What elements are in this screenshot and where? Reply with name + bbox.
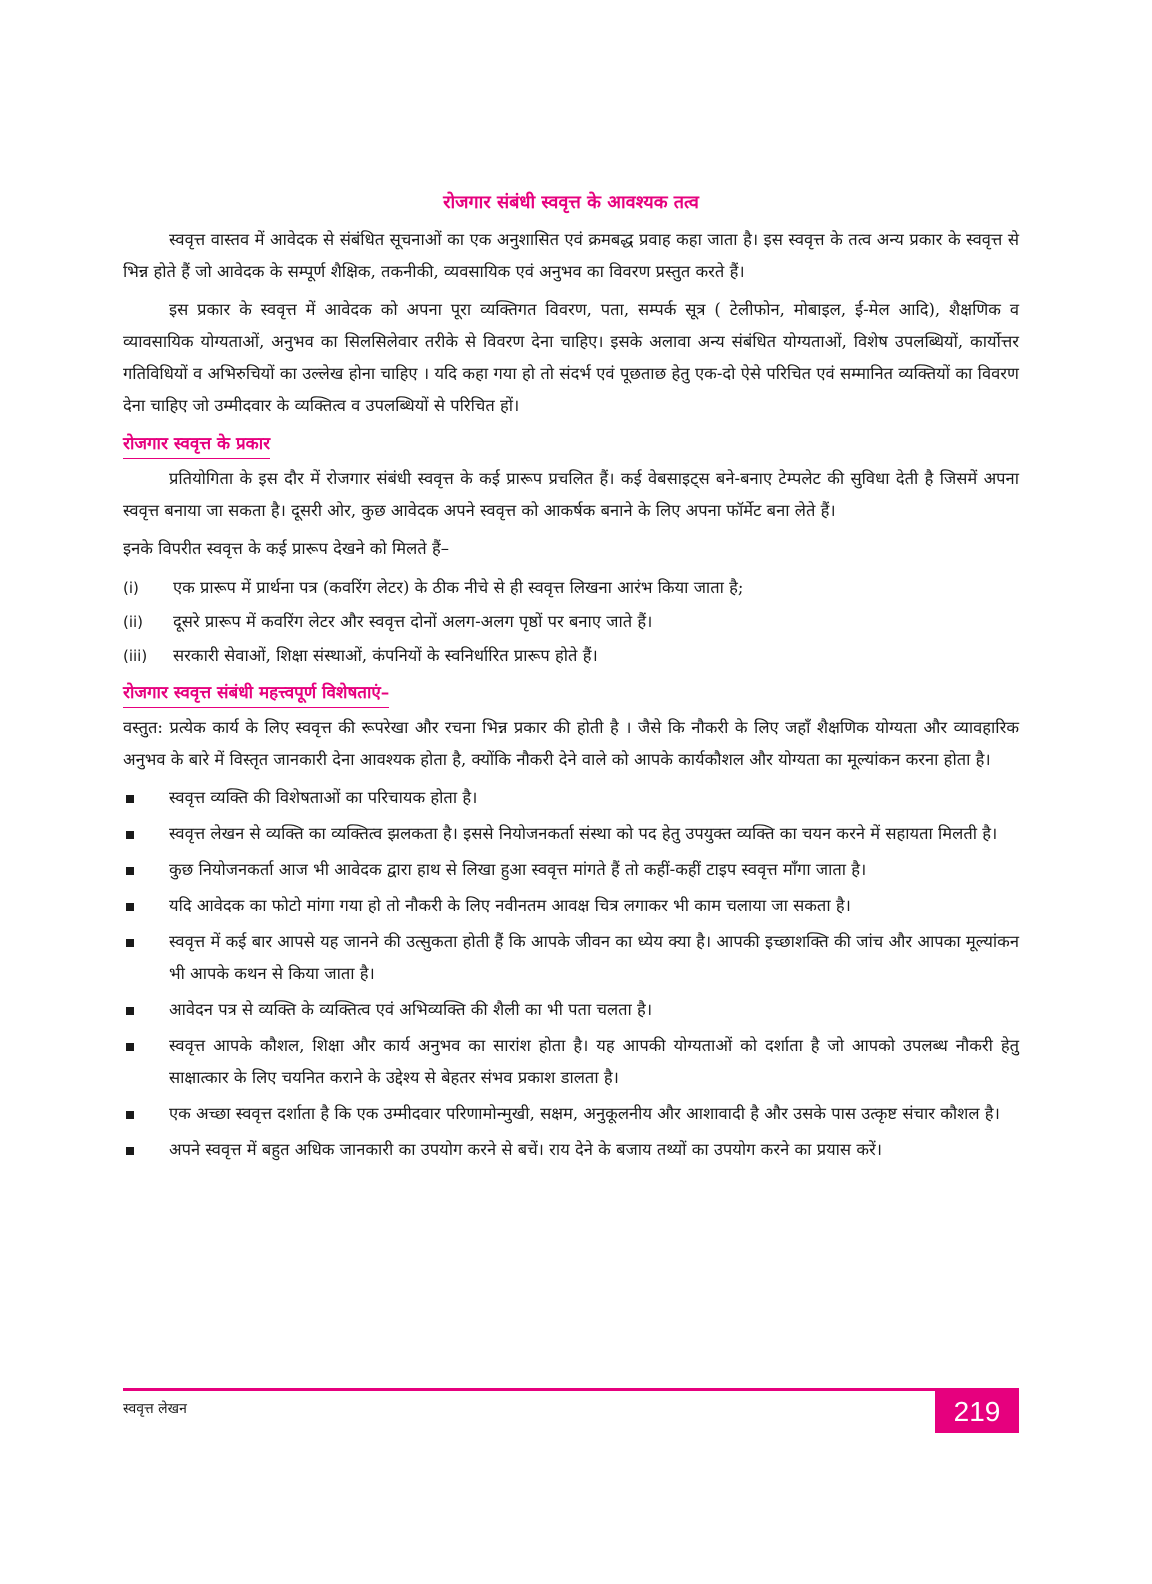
bullet-item (123, 782, 1019, 814)
footer-chapter-label: स्ववृत्त लेखन (123, 1401, 187, 1417)
list-item-text: एक प्रारूप में प्रार्थना पत्र (कवरिंग लेटर) के ठीक नीचे से ही स्ववृत्त लिखना आरंभ किया जाता है; (173, 578, 744, 597)
square-bullet-icon (123, 926, 169, 990)
intro-paragraph-1: स्ववृत्त वास्तव में आवेदक से संबंधित सूचनाओं का एक अनुशासित एवं क्रमबद्ध प्रवाह कहा जाता है। इस स्ववृत्त के तत्व अन्य प्रकार के स्ववृत्त से भिन्न होते हैं जो आवेदक के सम्पूर्ण शैक्षिक, तकनीकी, व्यवसायिक एवं अनुभव का विवरण प्रस्तुत करते हैं। (123, 230, 1019, 281)
bullet-text: स्ववृत्त लेखन से व्यक्ति का व्यक्तित्व झलकता है। इससे नियोजनकर्ता संस्था को पद हेतु उपयुक्त व्यक्ति का चयन करने में सहायता मिलती है। (169, 824, 998, 843)
bullet-item (123, 818, 1019, 850)
list-item (123, 605, 1019, 639)
bullet-item (123, 1134, 1019, 1166)
bullet-item (123, 1098, 1019, 1130)
bullet-text: अपने स्ववृत्त में बहुत अधिक जानकारी का उपयोग करने से बचें। राय देने के बजाय तथ्यों का उपयोग करने का प्रयास करें। (169, 1140, 883, 1159)
bullet-item (123, 994, 1019, 1026)
square-bullet-icon (123, 1030, 169, 1094)
bullet-item (123, 1030, 1019, 1094)
bullet-text: स्ववृत्त में कई बार आपसे यह जानने की उत्सुकता होती हैं कि आपके जीवन का ध्येय क्या है। आपकी इच्छाशक्ति की जांच और आपका मूल्यांकन भी आपके कथन से किया जाता है। (169, 932, 1019, 983)
page-content (123, 190, 1019, 1170)
bullet-text: स्ववृत्त व्यक्ति की विशेषताओं का परिचायक होता है। (169, 788, 478, 807)
square-bullet-icon (123, 890, 169, 922)
features-section-heading: रोजगार स्ववृत्त संबंधी महत्त्वपूर्ण विशेषताएं– (123, 679, 389, 708)
square-bullet-icon (123, 994, 169, 1026)
list-item (123, 639, 1019, 673)
types-section-heading: रोजगार स्ववृत्त के प्रकार (123, 430, 270, 459)
types-paragraph: प्रतियोगिता के इस दौर में रोजगार संबंधी स्ववृत्त के कई प्रारूप प्रचलित हैं। कई वेबसाइट्स बने-बनाए टेम्पलेट की सुविधा देती है जिसमें अपना स्ववृत्त बनाया जा सकता है। दूसरी ओर, कुछ आवेदक अपने स्ववृत्त को आकर्षक बनाने के लिए अपना फॉर्मेट बना लेते हैं। (123, 469, 1019, 520)
bullet-text: स्ववृत्त आपके कौशल, शिक्षा और कार्य अनुभव का सारांश होता है। यह आपकी योग्यताओं को दर्शाता है जो आपको उपलब्ध नौकरी हेतु साक्षात्कार के लिए चयनित कराने के उद्देश्य से बेहतर संभव प्रकाश डालता है। (169, 1036, 1019, 1087)
types-list (123, 571, 1019, 673)
bullet-text: कुछ नियोजनकर्ता आज भी आवेदक द्वारा हाथ से लिखा हुआ स्ववृत्त मांगते हैं तो कहीं-कहीं टाइप स्ववृत्त माँगा जाता है। (169, 860, 867, 879)
features-paragraph: वस्तुत: प्रत्येक कार्य के लिए स्ववृत्त की रूपरेखा और रचना भिन्न प्रकार की होती है । जैसे कि नौकरी के लिए जहाँ शैक्षणिक योग्यता और व्यावहारिक अनुभव के बारे में विस्तृत जानकारी देना आवश्यक होता है, क्योंकि नौकरी देने वाले को आपके कार्यकौशल और योग्यता का मूल्यांकन करना होता है। (123, 718, 1019, 769)
bullet-item (123, 926, 1019, 990)
bullet-item (123, 854, 1019, 886)
list-item-text: सरकारी सेवाओं, शिक्षा संस्थाओं, कंपनियों के स्वनिर्धारित प्रारूप होते हैं। (173, 646, 598, 665)
list-item-text: दूसरे प्रारूप में कवरिंग लेटर और स्ववृत्त दोनों अलग-अलग पृष्ठों पर बनाए जाते हैं। (173, 612, 653, 631)
footer-divider (123, 1388, 1019, 1391)
page-number-badge: 219 (935, 1391, 1019, 1433)
square-bullet-icon (123, 1134, 169, 1166)
square-bullet-icon (123, 782, 169, 814)
list-item-number: (iii) (123, 647, 148, 665)
square-bullet-icon (123, 1098, 169, 1130)
list-item-number: (i) (123, 579, 139, 597)
types-list-intro: इनके विपरीत स्ववृत्त के कई प्रारूप देखने को मिलते हैं– (123, 539, 449, 558)
bullet-item (123, 890, 1019, 922)
page-title: रोजगार संबंधी स्ववृत्त के आवश्यक तत्व (443, 192, 699, 213)
features-bullet-list (123, 782, 1019, 1166)
bullet-text: यदि आवेदक का फोटो मांगा गया हो तो नौकरी के लिए नवीनतम आवक्ष चित्र लगाकर भी काम चलाया जा सकता है। (169, 896, 851, 915)
square-bullet-icon (123, 854, 169, 886)
square-bullet-icon (123, 818, 169, 850)
bullet-text: एक अच्छा स्ववृत्त दर्शाता है कि एक उम्मीदवार परिणामोन्मुखी, सक्षम, अनुकूलनीय और आशावादी है और उसके पास उत्कृष्ट संचार कौशल है। (169, 1104, 1000, 1123)
bullet-text: आवेदन पत्र से व्यक्ति के व्यक्तित्व एवं अभिव्यक्ति की शैली का भी पता चलता है। (169, 1000, 653, 1019)
intro-paragraph-2: इस प्रकार के स्ववृत्त में आवेदक को अपना पूरा व्यक्तिगत विवरण, पता, सम्पर्क सूत्र ( टेलीफोन, मोबाइल, ई-मेल आदि), शैक्षणिक व व्यावसायिक योग्यताओं, अनुभव का सिलसिलेवार तरीके से विवरण देना चाहिए। इसके अलावा अन्य संबंधित योग्यताओं, विशेष उपलब्धियों, कार्योत्तर गतिविधियों व अभिरुचियों का उल्लेख होना चाहिए । यदि कहा गया हो तो संदर्भ एवं पूछताछ हेतु एक-दो ऐसे परिचित एवं सम्मानित व्यक्तियों का विवरण देना चाहिए जो उम्मीदवार के व्यक्तित्व व उपलब्धियों से परिचित हों। (123, 300, 1019, 415)
list-item-number: (ii) (123, 613, 144, 631)
list-item (123, 571, 1019, 605)
